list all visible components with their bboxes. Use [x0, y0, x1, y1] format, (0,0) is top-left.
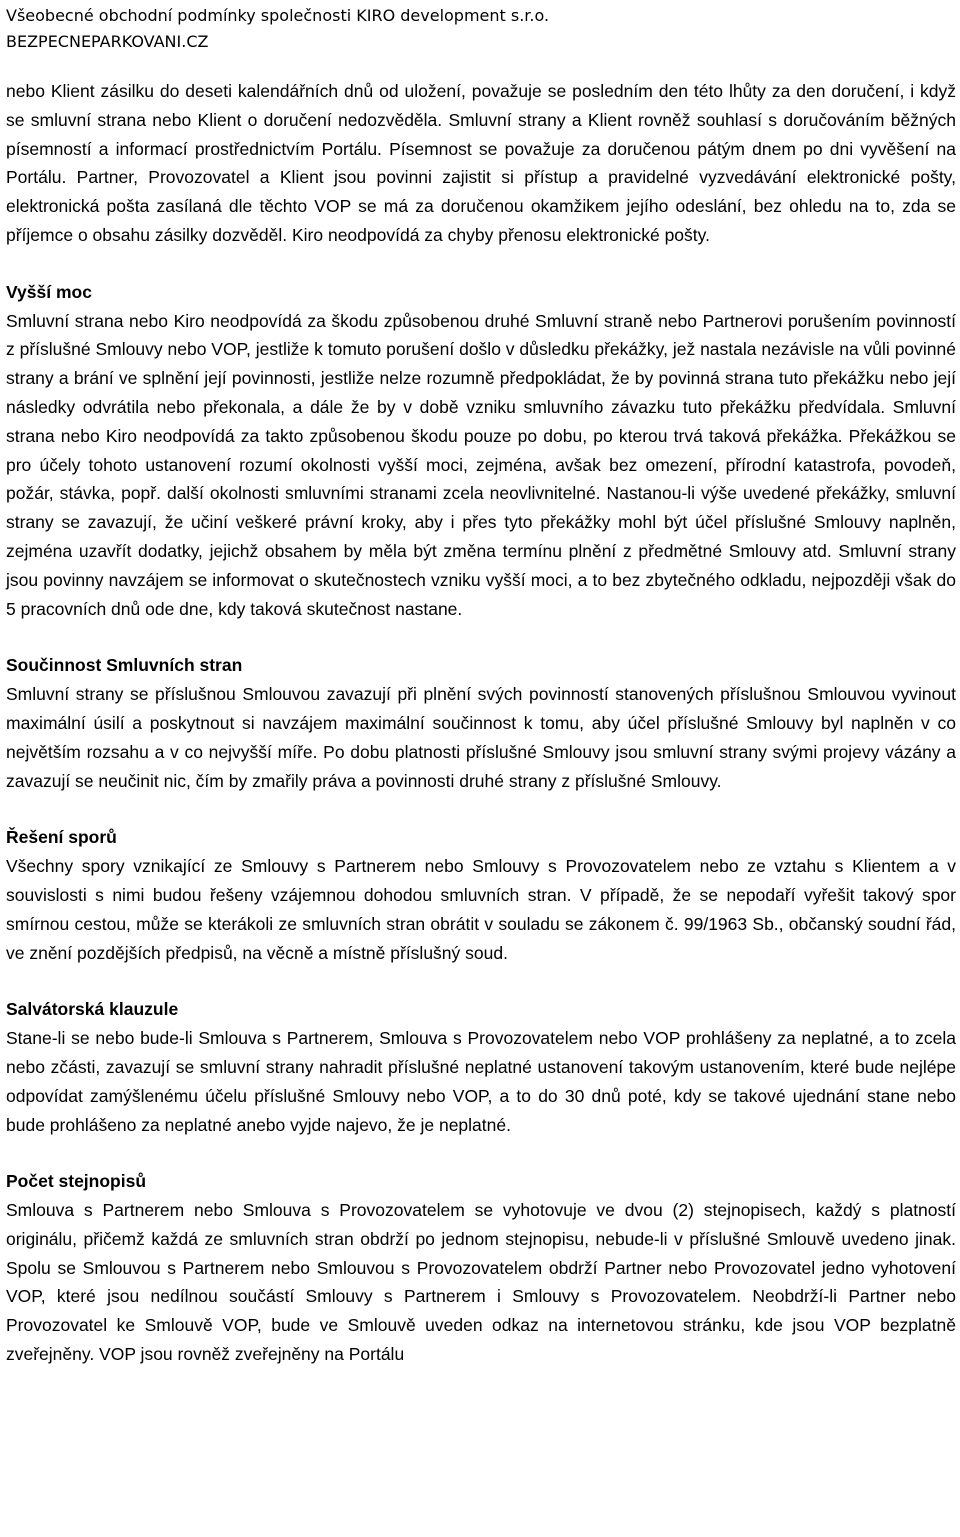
intro-paragraph: [6, 77, 956, 250]
section-text: Smluvní strany se příslušnou Smlouvou zavazují při plnění svých povinností stanovených příslušnou Smlouvou vyvinout maximální úsilí a poskytnout si navzájem maximální součinnost k tomu, aby účel příslušné Smlouvy byl naplněn v co největším rozsahu a v co nejvyšší míře. Po dobu platnosti příslušné Smlouvy jsou smluvní strany svými projevy vázány a zavazují se neučinit nic, čím by zmařily práva a povinnosti druhé strany z příslušné Smlouvy.: [6, 684, 956, 791]
section-heading: Řešení sporů: [6, 827, 117, 848]
section-heading: Salvátorská klauzule: [6, 999, 179, 1020]
section-pocet-stejnopisu: [6, 1167, 956, 1369]
section-text: Smlouva s Partnerem nebo Smlouva s Provozovatelem se vyhotovuje ve dvou (2) stejnopisech, každý s platností originálu, přičemž každá ze smluvních stran obdrží po jednom stejnopisu, nebude-li v příslušné Smlouvě uvedeno jinak. Spolu se Smlouvou s Partnerem nebo Smlouvou s Provozovatelem obdrží Partner nebo Provozovatel jedno vyhotovení VOP, které jsou nedílnou součástí Smlouvy s Partnerem i Smlouvy s Provozovatelem. Neobdrží-li Partner nebo Provozovatel ke Smlouvě VOP, bude ve Smlouvě uveden odkaz na internetovou stránku, kde jsou VOP bezplatně zveřejněny. VOP jsou rovněž zveřejněny na Portálu: [6, 1200, 956, 1365]
document-header: [6, 3, 956, 55]
intro-text-part1: nebo Klient zásilku do deseti kalendářních dnů od uložení, považuje se posledním den této lhůty za den doručení, i když se smluvní strana nebo Klient o doručení nedozvěděla. Smluvní strany a Klient rovněž souhlasí s doručováním běžných písemností a informací prostřednictvím Portálu. Písemnost se považuje za doručenou pátým dnem po dni vyvěšení na Portálu.: [6, 81, 956, 188]
section-text: Smluvní strana nebo Kiro neodpovídá za škodu způsobenou druhé Smluvní straně nebo Partnerovi porušením povinností z příslušné Smlouvy nebo VOP, jestliže k tomuto porušení došlo v důsledku překážky, jež nastala nezávisle na vůli povinné strany a brání ve splnění její povinnosti, jestliže nelze rozumně předpokládat, že by povinná strana tuto překážku nebo její následky odvrátila nebo překonala, a dále že by v době vzniku smluvního závazku tuto překážku předvídala. Smluvní strana nebo Kiro neodpovídá za takto způsobenou škodu pouze po dobu, po kterou trvá taková překážka. Překážkou se pro účely tohoto ustanovení rozumí okolnosti vyšší moci, zejména, avšak bez omezení, přírodní katastrofa, povodeň, požár, stávka, popř. další okolnosti smluvními stranami zcela neovlivnitelné. Nastanou-li výše uvedené překážky, smluvní strany se zavazují, že učiní veškeré právní kroky, aby i přes tyto překážky mohl být účel příslušné Smlouvy naplněn, zejména uzavřít dodatky, jejichž obsahem by měla být změna termínu plnění z předmětné Smlouvy atd. Smluvní strany jsou povinny navzájem se informovat o skutečnostech vzniku vyšší moci, a to bez zbytečného odkladu, nejpozději však do 5 pracovních dnů ode dne, kdy taková skutečnost nastane.: [6, 310, 956, 619]
header-title: Všeobecné obchodní podmínky společnosti KIRO development s.r.o.: [6, 6, 550, 25]
section-heading: Vyšší moc: [6, 281, 92, 302]
section-vyssi-moc: [6, 278, 956, 624]
section-heading: Počet stejnopisů: [6, 1171, 147, 1192]
intro-text-part2: Partner, Provozovatel a Klient jsou povinni zajistit si přístup a pravidelné vyzvedávání elektronické pošty, elektronická pošta zasílaná dle těchto VOP se má za doručenou okamžikem jejího odeslání, bez ohledu na to, zda se příjemce o obsahu zásilky dozvěděl. Kiro neodpovídá za chyby přenosu elektronické pošty.: [6, 167, 956, 245]
header-website: BEZPECNEPARKOVANI.CZ: [6, 32, 209, 51]
section-reseni-sporu: [6, 823, 956, 967]
section-soucinnost: [6, 651, 956, 795]
document-body: [6, 77, 956, 1369]
section-heading: Součinnost Smluvních stran: [6, 655, 243, 676]
section-text: Všechny spory vznikající ze Smlouvy s Partnerem nebo Smlouvy s Provozovatelem nebo ze vztahu s Klientem a v souvislosti s nimi budou řešeny vzájemnou dohodou smluvních stran. V případě, že se nepodaří vyřešit takový spor smírnou cestou, může se kterákoli ze smluvních stran obrátit v souladu se zákonem č. 99/1963 Sb., občanský soudní řád, ve znění pozdějších předpisů, na věcně a místně příslušný soud.: [6, 856, 956, 963]
document-page: [6, 0, 956, 1369]
section-text: Stane-li se nebo bude-li Smlouva s Partnerem, Smlouva s Provozovatelem nebo VOP prohlášeny za neplatné, a to zcela nebo zčásti, zavazují se smluvní strany nahradit příslušné neplatné ustanovení takovým ustanovením, které bude nejlépe odpovídat zamýšlenému účelu příslušné Smlouvy nebo VOP, a to do 30 dnů poté, kdy se takové ujednání stane nebo bude prohlášeno za neplatné anebo vyjde najevo, že je neplatné.: [6, 1028, 956, 1135]
section-salvatorska-klauzule: [6, 995, 956, 1139]
